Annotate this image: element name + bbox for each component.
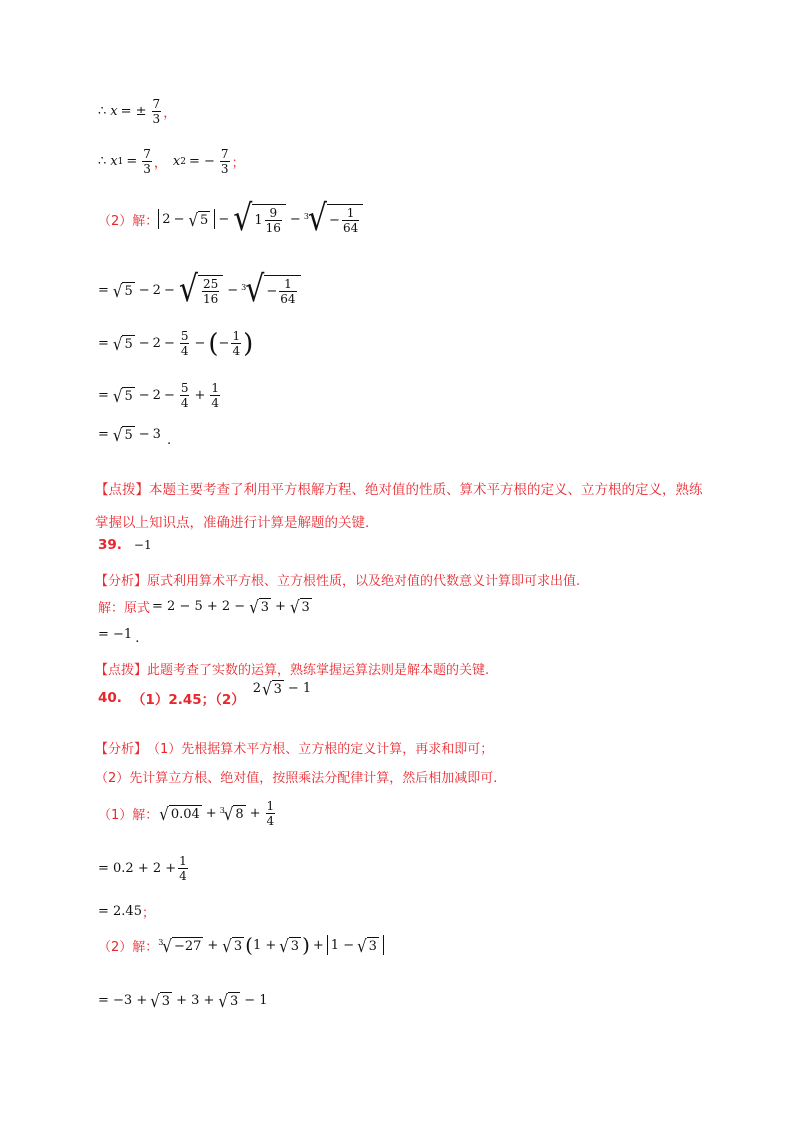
q40-part1-step1: = 0.2 + 2 + $\frac{1}{4}$ [98,854,187,883]
q39-number: 39. [98,537,122,553]
q39-solution-line: 解：原式 = 2 − 5 + 2 − √ 3 + √ 3 [98,596,310,618]
cbrt-neg-1-64: √ − $\frac{1}{64}$ [308,204,363,234]
q40-analysis-1: 【分析】 （1）先根据算术平方根、立方根的定义计算，再求和即可； [95,742,494,757]
eq-line-x1-x2: ∴ x 1 = $\frac{7}{3}$ ， x 2 = − $\frac{7}{3}$ ； [98,147,245,176]
q40-part1-problem: （1）解： √ 0.04 + 3 √ 8 + $\frac{1}{4}$ [98,799,275,828]
q40-part2-problem: （2）解： 3 √ −27 + √ 3 ( 1 + √ 3 ) + 1 − √ 3 [98,935,384,955]
q40-part2-step1: = −3 + √ 3 + 3 + √ 3 − 1 [98,990,268,1012]
step1-line: = √ 5 − 2 − √ $\frac{25}{16}$ − 3 √ − $\frac{1}{64}$ [98,275,302,305]
frac-7-3: $\frac{7}{3}$ [143,147,151,176]
frac-7-3: $\frac{7}{3}$ [220,147,229,176]
note-tag: 【点拨】 [95,482,149,498]
part2-label: （2）解： [98,213,159,229]
sqrt-mixed-number: √ 1 $\frac{9}{16}$ [233,204,286,234]
note-text: 本题主要考查了利用平方根解方程、绝对值的性质、算术平方根的定义、立方根的定义，熟练掌握以上知识点，准确进行计算是解题的关键. [95,482,703,531]
therefore-symbol: ∴ [98,154,107,169]
q39-answer: −1 [133,538,152,552]
q38-note [95,474,715,540]
step2-line: = √ 5 − 2 − $\frac{5}{4}$ − ( − $\frac{1}{4}$ ) [98,328,254,359]
q40-answer2: 2 √ 3 − 1 [252,678,312,699]
q39-header [98,537,152,553]
therefore-symbol: ∴ [98,104,107,119]
step3-line: = √ 5 − 2 − $\frac{5}{4}$ + $\frac{1}{4}$ [98,381,220,410]
q40-number: 40. [98,690,122,706]
eq-line-x [98,98,176,125]
q40-part1-step2: = 2.45 ； [98,904,155,921]
q39-note: 【点拨】 此题考查了实数的运算，熟练掌握运算法则是解本题的关键. [95,663,490,678]
comma: ， [163,106,177,121]
part2-problem-line: （2）解： 2 − √ 5 − √ 1 $\frac{9}{16}$ − 3 √ − $\frac{1}{64}$ [98,204,364,234]
var-x2: x [172,154,181,169]
var-x: x [110,104,118,119]
frac-7-3: $\frac{7}{3}$ [152,97,161,126]
q40-header: 40. （1）2.45；（2） 2 √ 3 − 1 [98,688,314,708]
step4-line: = √ 5 − 3 . [98,424,172,448]
eq-pm: = ± [120,104,147,119]
q39-result: = −1 . [98,627,140,646]
q39-analysis: 【分析】 原式利用算术平方根、立方根性质，以及绝对值的代数意义计算即可求出值. [95,574,581,589]
var-x1: x [110,154,118,169]
abs-2-minus-sqrt5: 2 − √ 5 [158,209,215,229]
q40-analysis-2: （2）先计算立方根、绝对值，按照乘法分配律计算，然后相加减即可. [95,771,498,786]
